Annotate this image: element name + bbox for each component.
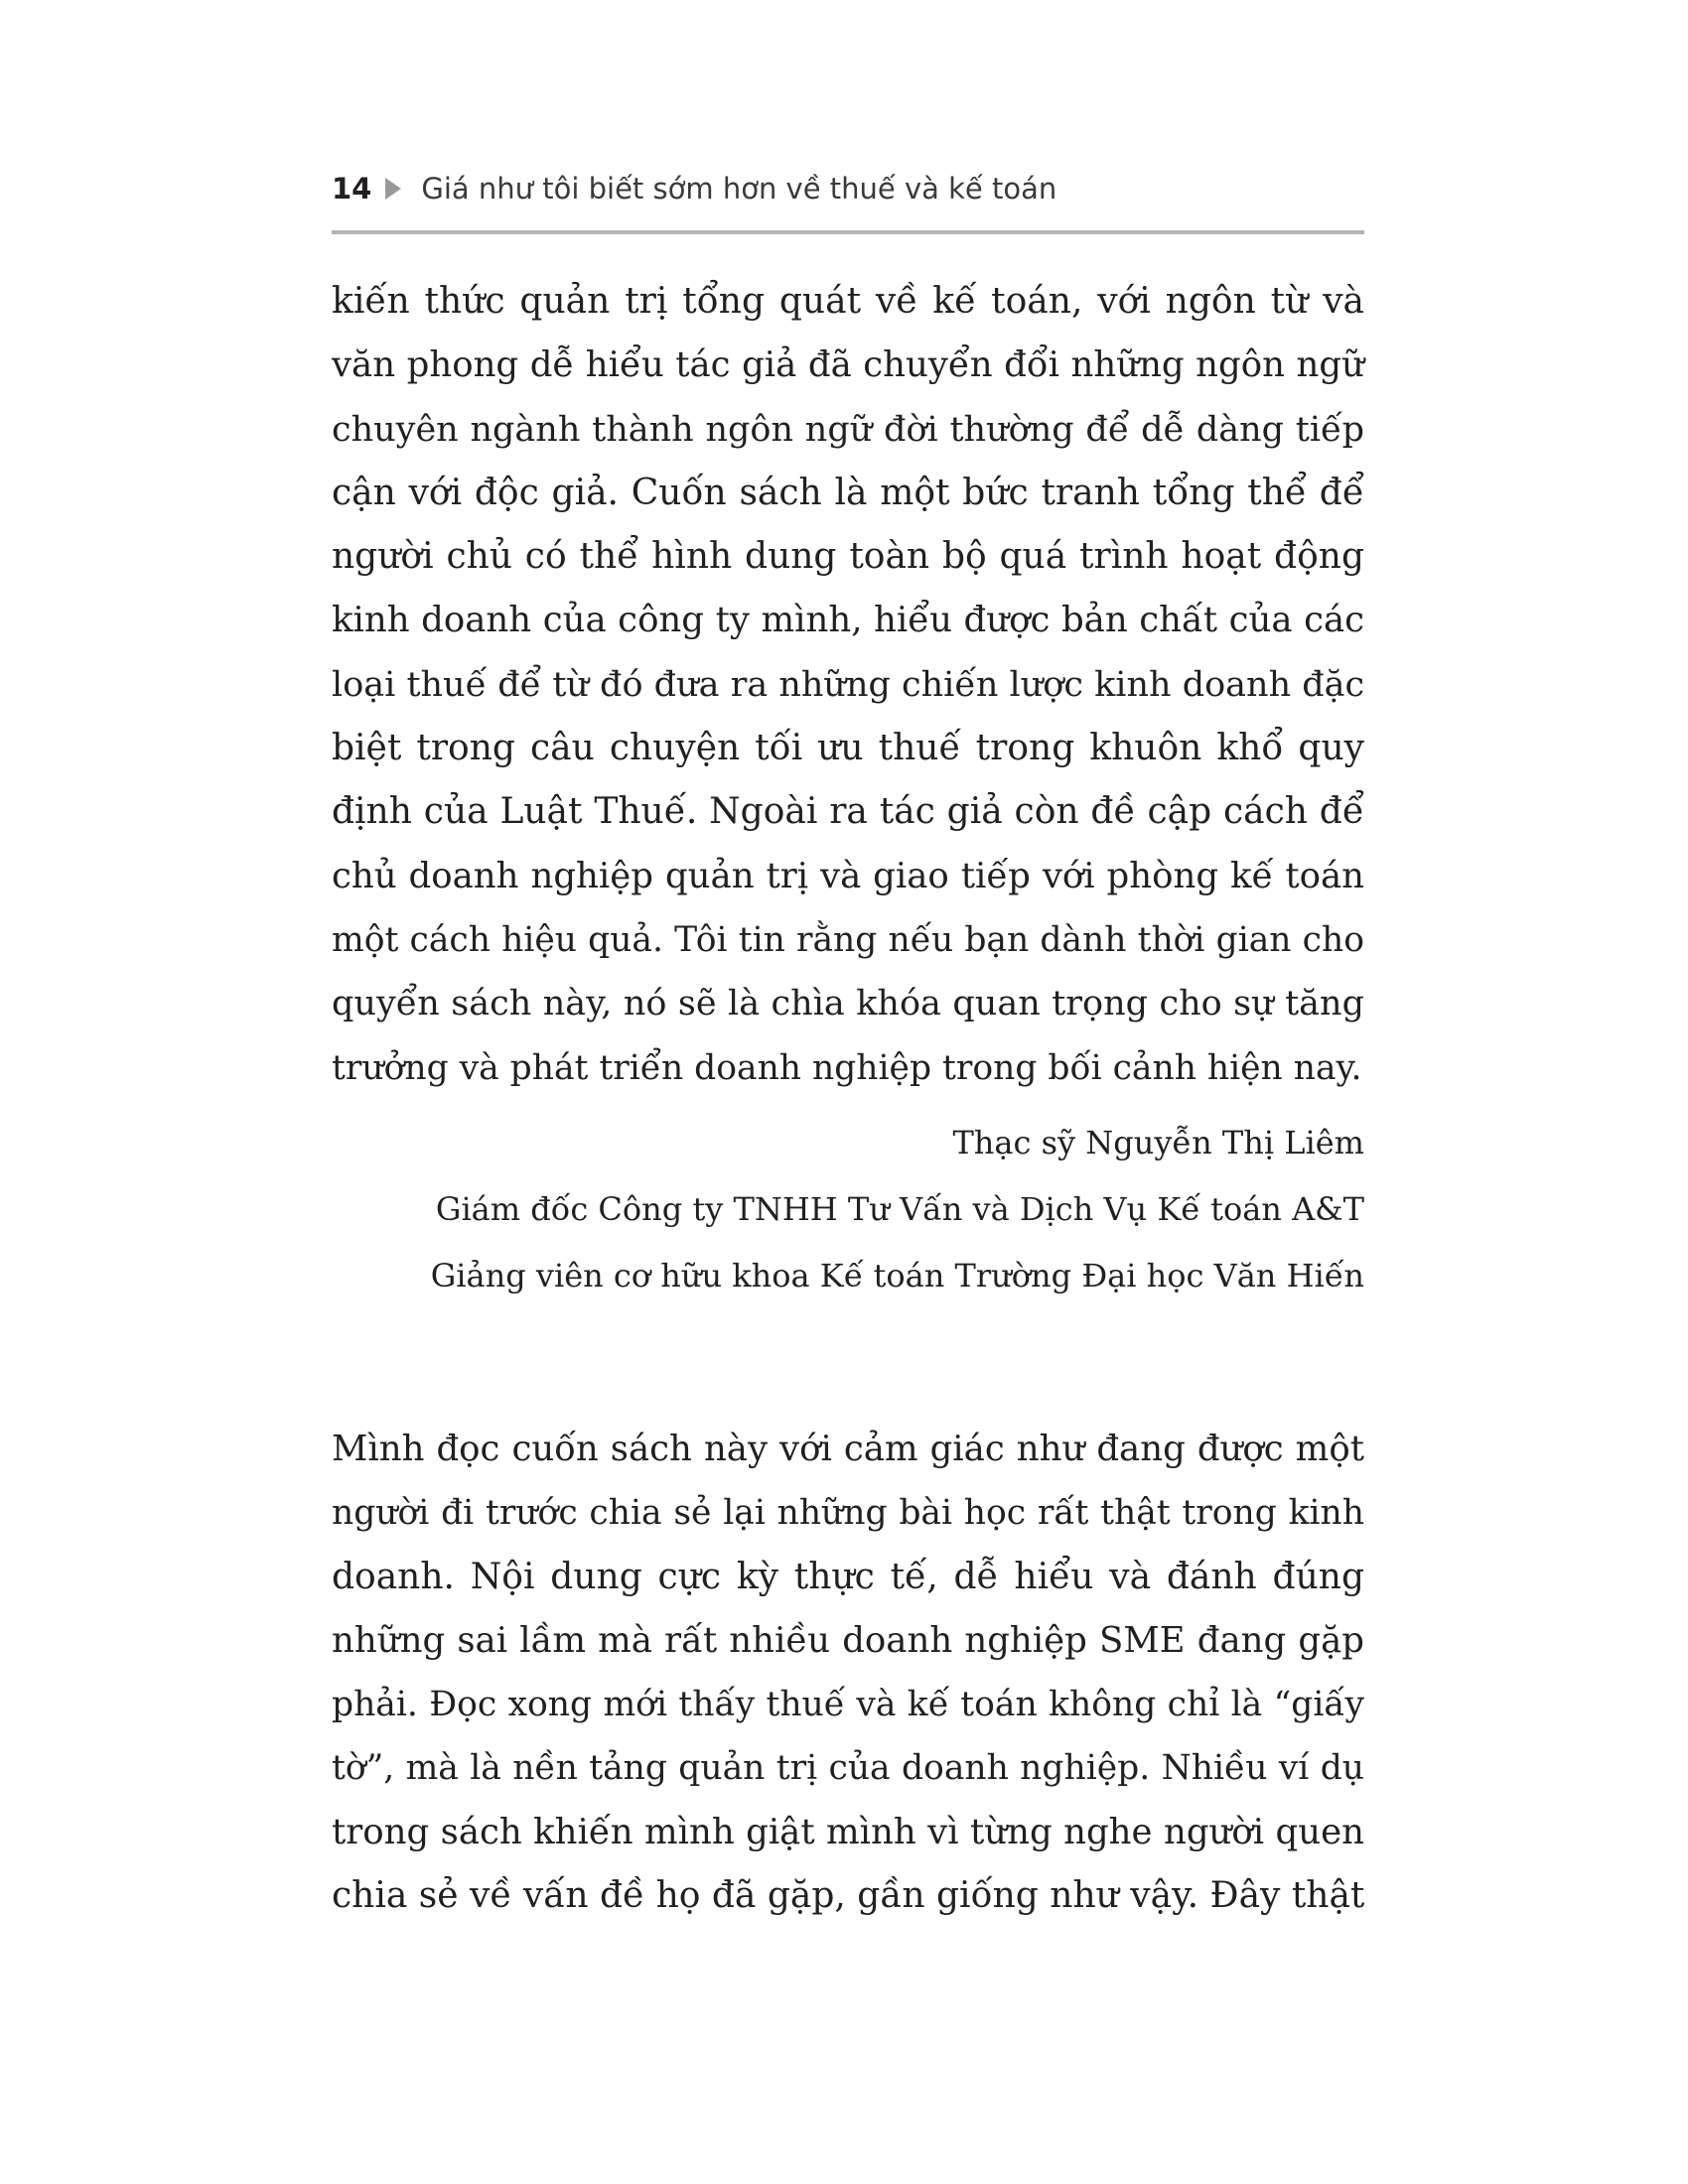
chevron-right-icon xyxy=(385,178,401,200)
text-line: trưởng và phát triển doanh nghiệp trong bối cảnh hiện nay. xyxy=(332,1047,1362,1088)
text-line: định của Luật Thuế. Ngoài ra tác giả còn đề cập cách để xyxy=(332,791,1364,833)
text-line: một cách hiệu quả. Tôi tin rằng nếu bạn dành thời gian cho xyxy=(332,919,1364,960)
text-line: văn phong dễ hiểu tác giả đã chuyển đổi những ngôn ngữ xyxy=(332,344,1364,386)
running-header xyxy=(332,167,1364,210)
signature-role: Giảng viên cơ hữu khoa Kế toán Trường Đại học Văn Hiến xyxy=(430,1257,1364,1295)
text-line: cận với độc giả. Cuốn sách là một bức tranh tổng thể để xyxy=(332,472,1364,513)
text-line: chia sẻ về vấn đề họ đã gặp, gần giống như vậy. Đây thật xyxy=(332,1875,1365,1917)
text-line: doanh. Nội dung cực kỳ thực tế, dễ hiểu và đánh đúng xyxy=(332,1556,1364,1597)
text-line: kiến thức quản trị tổng quát về kế toán, với ngôn từ và xyxy=(332,281,1364,322)
testimonial-paragraph-2 xyxy=(332,1418,1364,1928)
text-line: quyển sách này, nó sẽ là chìa khóa quan trọng cho sự tăng xyxy=(332,984,1364,1024)
text-line: kinh doanh của công ty mình, hiểu được bản chất của các xyxy=(332,600,1364,641)
text-line: chuyên ngành thành ngôn ngữ đời thường để dễ dàng tiếp xyxy=(332,409,1364,450)
text-line: trong sách khiến mình giật mình vì từng nghe người quen xyxy=(332,1811,1364,1852)
text-line: những sai lầm mà rất nhiều doanh nghiệp SME đang gặp xyxy=(332,1619,1364,1661)
text-line: chủ doanh nghiệp quản trị và giao tiếp với phòng kế toán xyxy=(332,855,1364,896)
signature-name: Thạc sỹ Nguyễn Thị Liêm xyxy=(952,1124,1364,1161)
text-line: người đi trước chia sẻ lại những bài học rất thật trong kinh xyxy=(332,1493,1364,1534)
text-line: biệt trong câu chuyện tối ưu thuế trong khuôn khổ quy xyxy=(332,728,1364,769)
testimonial-paragraph-1 xyxy=(332,270,1364,1100)
text-line: loại thuế để từ đó đưa ra những chiến lược kinh doanh đặc xyxy=(332,664,1365,705)
header-divider xyxy=(332,230,1364,234)
book-title: Giá như tôi biết sớm hơn về thuế và kế toán xyxy=(421,172,1057,205)
text-line: phải. Đọc xong mới thấy thuế và kế toán không chỉ là “giấy xyxy=(332,1685,1364,1725)
page-number: 14 xyxy=(332,172,372,205)
text-line: Mình đọc cuốn sách này với cảm giác như đang được một xyxy=(332,1429,1364,1469)
signature-role: Giám đốc Công ty TNHH Tư Vấn và Dịch Vụ Kế toán A&T xyxy=(435,1190,1364,1228)
text-line: người chủ có thể hình dung toàn bộ quá trình hoạt động xyxy=(332,536,1364,578)
text-line: tờ”, mà là nền tảng quản trị của doanh nghiệp. Nhiều ví dụ xyxy=(332,1748,1364,1789)
